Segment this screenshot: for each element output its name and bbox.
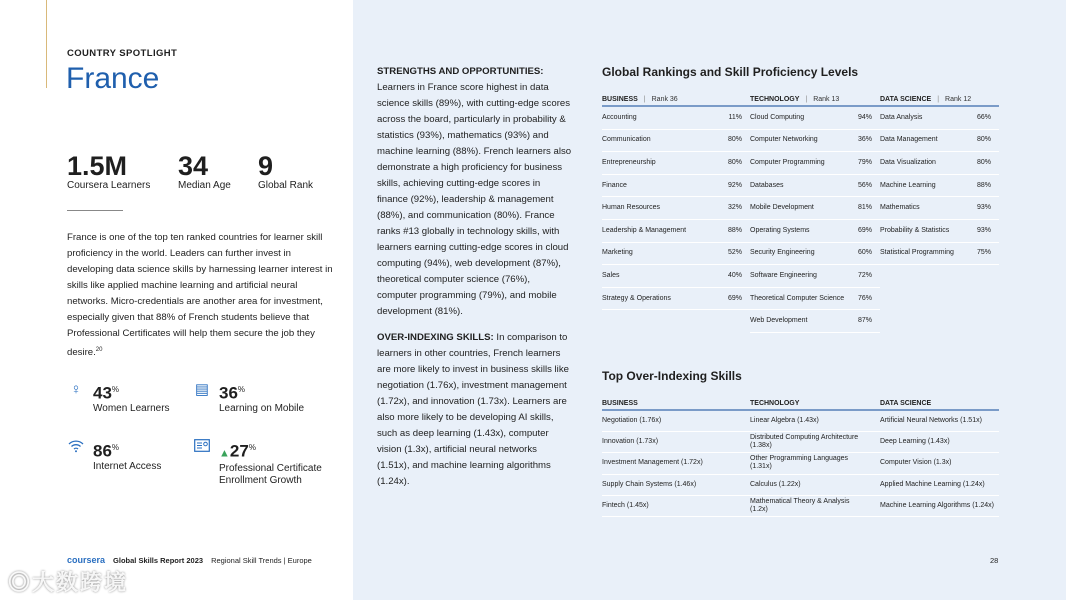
skill-name: Entrepreneurship [602,158,656,166]
value: 86 [93,441,112,461]
separator: | [805,95,808,103]
table-row [750,197,880,220]
table-row [880,107,999,130]
skill-score: 80% [976,158,991,166]
skill-name: Mathematics [880,204,920,212]
skill-score: 69% [857,226,872,234]
overindex-table [602,397,999,517]
stat-label: Median Age [178,180,231,191]
rankings-title: Global Rankings and Skill Proficiency Levels [602,65,859,79]
intro-text: France is one of the top ten ranked countries for learner skill proficiency in the world. Leaders can further invest in developing data science skills by harnessing learner interest in skills like applied machine learning and artificial neural networks. Micro-credentials are another area for investment, especially given that 88% of French students believe that Professional Certificates will help them secure the job they desire. [67,232,333,359]
key-stat-certificate [193,439,334,487]
category-name: DATA SCIENCE [880,399,932,407]
table-row [880,243,999,266]
table-column [880,411,999,517]
table-body [602,107,999,333]
value: 43 [93,383,112,403]
skill-score: 36% [857,136,872,144]
table-row [880,496,999,517]
watermark-text: 大数跨境 [32,570,129,595]
table-header [602,93,999,107]
table-column [602,107,750,333]
table-row [602,130,750,153]
table-row [602,432,750,453]
skill-name: Marketing [602,249,633,257]
key-stat-women [67,381,170,415]
table-row [880,152,999,175]
skill-name: Applied Machine Learning (1.24x) [880,480,985,488]
column-header [750,400,880,407]
skill-name: Software Engineering [750,271,817,279]
table-row [750,432,880,453]
skill-name: Data Management [880,136,938,144]
skill-name: Mobile Development [750,204,814,212]
skill-name: Finance [602,181,627,189]
category-name: BUSINESS [602,399,638,407]
left-panel [0,0,353,600]
value: 27 [229,441,249,461]
table-row [880,475,999,496]
skill-name: Operating Systems [750,226,810,234]
table-row [880,220,999,243]
skill-score: 69% [727,294,742,302]
certificate-icon [193,439,211,457]
table-row [602,107,750,130]
skill-name: Distributed Computing Architecture (1.38x) [750,434,859,450]
table-row [750,175,880,198]
skill-score: 81% [857,204,872,212]
mobile-icon: ▤ [194,381,210,398]
column-header [880,400,999,407]
table-row [880,411,999,432]
overindex-title: Top Over-Indexing Skills [602,369,742,383]
table-row [750,411,880,432]
table-row [602,475,750,496]
key-stat-mobile [193,381,304,415]
table-row [602,265,750,288]
category-name: TECHNOLOGY [750,95,800,103]
report-title: Global Skills Report 2023 [113,555,204,565]
table-row [602,411,750,432]
skill-name: Cloud Computing [750,113,805,121]
table-row [880,175,999,198]
report-section: Regional Skill Trends | Europe [211,555,312,565]
skill-name: Mathematical Theory & Analysis (1.2x) [750,497,850,513]
key-stat-internet [67,439,161,473]
unit: % [248,443,256,452]
table-row [602,288,750,311]
table-column [602,411,750,517]
skill-name: Calculus (1.22x) [750,480,801,488]
skill-name: Strategy & Operations [602,294,671,302]
category-rank: Rank 36 [651,95,678,103]
unit: % [111,385,120,394]
skill-name: Innovation (1.73x) [602,438,659,446]
rankings-table [602,93,999,333]
skill-name: Theoretical Computer Science [750,294,845,302]
category-name: DATA SCIENCE [880,95,932,103]
category-name: BUSINESS [602,95,638,103]
stat-value: 1.5M [67,151,128,181]
female-icon: ♀ [70,381,82,398]
footer [67,555,312,565]
skill-score: 80% [727,136,742,144]
footnote-ref[interactable]: 20 [95,347,103,353]
table-row [880,197,999,220]
stat-global-rank [258,152,313,192]
overindex-heading: OVER-INDEXING SKILLS: [377,332,494,343]
skill-name: Linear Algebra (1.43x) [750,417,819,425]
table-row [750,453,880,474]
skill-score: 40% [727,271,742,279]
skill-name: Communication [602,136,651,144]
separator: | [937,95,940,103]
skill-name: Probability & Statistics [880,226,950,234]
skill-score: 76% [857,294,872,302]
skill-name: Sales [602,271,620,279]
strengths-heading: STRENGTHS AND OPPORTUNITIES: [377,66,544,77]
skill-name: Artificial Neural Networks (1.51x) [880,417,982,425]
table-row [750,130,880,153]
coursera-logo: coursera [67,555,106,565]
skill-name: Machine Learning Algorithms (1.24x) [880,501,995,509]
value: 36 [219,383,238,403]
table-column [750,107,880,333]
skill-name: Computer Programming [750,158,825,166]
skill-score: 72% [857,271,872,279]
skill-name: Deep Learning (1.43x) [880,438,950,446]
skill-name: Human Resources [602,204,660,212]
skill-name: Web Development [750,317,808,325]
skill-name: Fintech (1.45x) [602,501,649,509]
category-name: TECHNOLOGY [750,399,800,407]
separator: | [643,95,646,103]
table-row [602,175,750,198]
skill-name: Security Engineering [750,249,815,257]
skill-score: 32% [727,204,742,212]
skill-score: 66% [976,113,991,121]
page-title: France [66,62,160,95]
skill-name: Negotiation (1.76x) [602,417,662,425]
table-row [880,130,999,153]
intro-paragraph [67,230,337,361]
stat-label: Global Rank [258,180,314,191]
unit: % [237,385,246,394]
skill-name: Computer Networking [750,136,818,144]
skill-score: 88% [727,226,742,234]
skill-score: 87% [857,317,872,325]
table-row [602,453,750,474]
overindex-text: In comparison to learners in other countries, French learners are more likely to invest in business skills like negotiation (1.76x), investment management (1.72x), and innovation (1.73x). Learners are also more likely to be developing AI skills, such as deep learning (1.43x), computer vision (1.3x), artificial neural networks (1.51x), and machine learning algorithms (1.24x). [377,332,569,487]
skill-name: Machine Learning [880,181,936,189]
skill-name: Databases [750,181,784,189]
label: Professional Certificate Enrollment Growth [219,462,322,486]
table-row [750,288,880,311]
up-arrow-icon: ▲ [219,447,230,460]
narrative [377,64,572,500]
table-row [602,197,750,220]
divider [67,210,123,211]
stat-label: Coursera Learners [67,180,151,191]
page-number: 28 [990,556,999,565]
skill-score: 80% [727,158,742,166]
wifi-icon [67,439,85,457]
table-header [602,397,999,411]
table-row [750,152,880,175]
skill-name: Accounting [602,113,637,121]
column-header [602,96,750,103]
column-header [602,400,750,407]
unit: % [111,443,120,452]
label: Women Learners [93,402,170,414]
table-row [750,475,880,496]
table-row [750,220,880,243]
skill-name: Leadership & Management [602,226,687,234]
table-column [880,107,999,333]
skill-score: 79% [857,158,872,166]
table-row [750,310,880,333]
skill-name: Statistical Programming [880,249,954,257]
skill-name: Data Visualization [880,158,936,166]
table-body [602,411,999,517]
category-rank: Rank 12 [945,95,972,103]
stat-value: 9 [258,151,274,181]
skill-name: Computer Vision (1.3x) [880,459,952,467]
skill-score: 88% [976,181,991,189]
column-header [880,96,999,103]
label: Internet Access [93,460,162,472]
table-row [880,432,999,453]
skill-name: Investment Management (1.72x) [602,459,703,467]
table-row [750,265,880,288]
skill-score: 60% [857,249,872,257]
skill-score: 52% [727,249,742,257]
skill-name: Other Programming Languages (1.31x) [750,455,849,471]
table-row [602,243,750,266]
table-row [750,243,880,266]
skill-score: 56% [857,181,872,189]
stat-learners [67,152,150,192]
watermark: ◎大数跨境 [8,570,129,595]
column-header [750,96,880,103]
accent-line [46,0,47,88]
category-rank: Rank 13 [813,95,840,103]
table-row [602,220,750,243]
table-row [602,152,750,175]
skill-name: Data Analysis [880,113,923,121]
skill-score: 80% [976,136,991,144]
skill-score: 93% [976,226,991,234]
table-row [750,107,880,130]
table-row [750,496,880,517]
label: Learning on Mobile [219,402,305,414]
stat-value: 34 [178,151,209,181]
table-row [602,496,750,517]
skill-score: 92% [727,181,742,189]
table-column [750,411,880,517]
strengths-text: Learners in France score highest in data science skills (89%), with cutting-edge scores across the board, particularly in probability & statistics (93%), mathematics (93%) and machine learning (88%). French learners also demonstrate a high proficiency for business skills, achieving cutting-edge scores in finance (92%), leadership & management (88%), and communication (80%). France ranks #13 globally in technology skills, with learners earning cutting-edge scores in cloud computing (94%), web development (87%), theoretical computer science (76%), computer programming (79%), and mobile development (81%). [377,82,572,317]
skill-score: 11% [728,113,742,121]
skill-score: 93% [976,204,991,212]
skill-name: Supply Chain Systems (1.46x) [602,480,697,488]
skill-score: 75% [976,249,991,257]
kicker: COUNTRY SPOTLIGHT [67,48,178,59]
skill-score: 94% [857,113,872,121]
stat-median-age [178,152,231,192]
table-row [880,453,999,474]
